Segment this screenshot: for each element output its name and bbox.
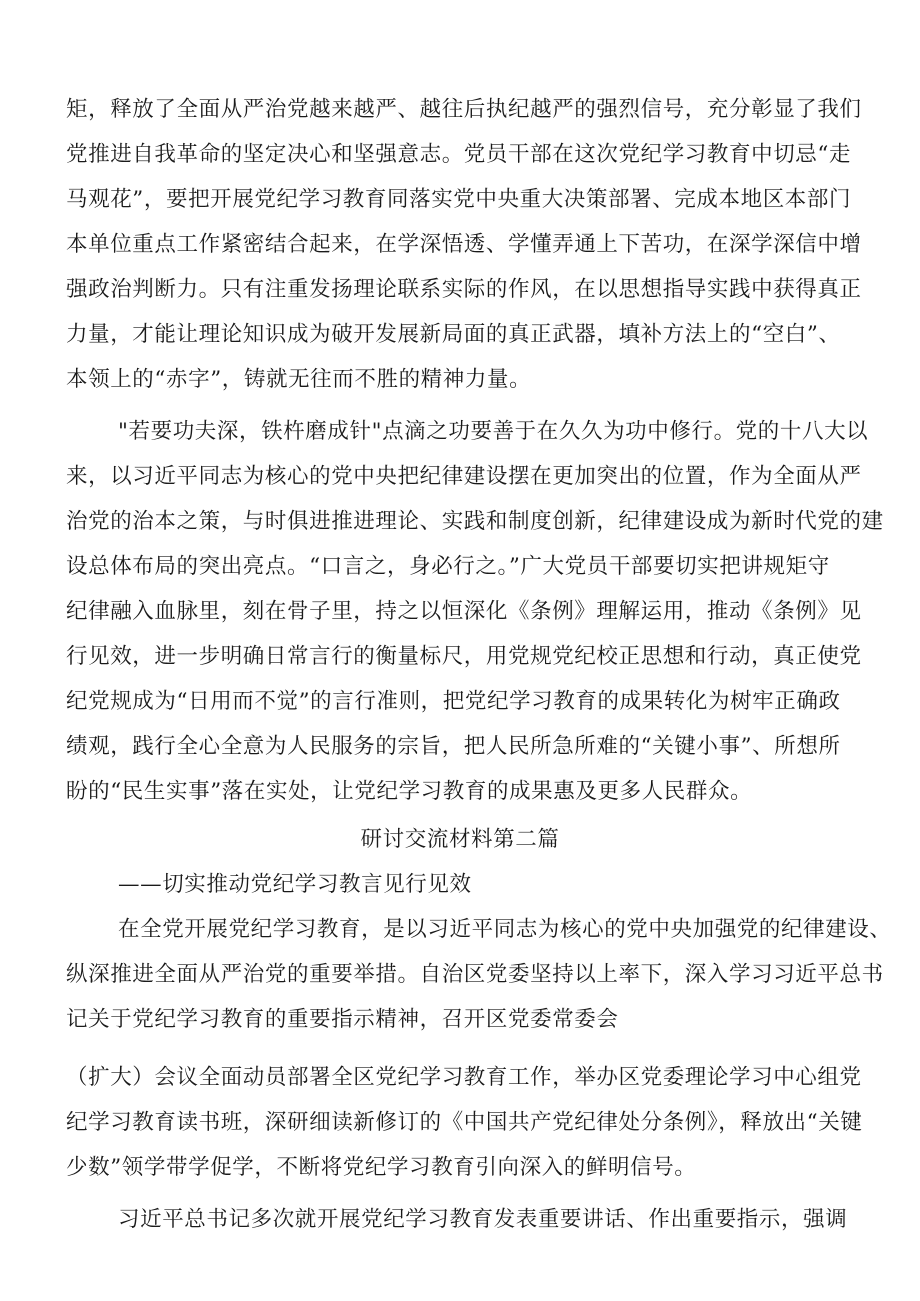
paragraph-1-line: 力量，才能让理论知识成为破开发展新局面的真正武器，填补方法上的“空白”、 (66, 322, 841, 347)
paragraph-5-first-line: 习近平总书记多次就开展党纪学习教育发表重要讲话、作出重要指示，强调 (118, 1207, 848, 1232)
paragraph-1-line: 本单位重点工作紧密结合起来，在学深悟透、学懂弄通上下苦功，在深学深信中增 (66, 232, 862, 257)
paragraph-2-line: 绩观，践行全心全意为人民服务的宗旨，把人民所急所难的“关键小事”、所想所 (66, 734, 841, 759)
paragraph-3-line: 记关于党纪学习教育的重要指示精神，召开区党委常委会 (66, 1007, 619, 1032)
paragraph-2-first-line: "若要功夫深，铁杵磨成针"点滴之功要善于在久久为功中修行。党的十八大以 (118, 419, 869, 444)
paragraph-2-line: 纪党规成为“日用而不觉”的言行准则，把党纪学习教育的成果转化为树牢正确政 (66, 689, 841, 714)
paragraph-2-line: 盼的“民生实事”落在实处，让党纪学习教育的成果惠及更多人民群众。 (66, 779, 753, 804)
paragraph-3-line: 纵深推进全面从严治党的重要举措。自治区党委坚持以上率下，深入学习习近平总书 (66, 962, 884, 987)
paragraph-2-line: 来，以习近平同志为核心的党中央把纪律建设摆在更加突出的位置，作为全面从严 (66, 464, 862, 489)
paragraph-2-line: 行见效，进一步明确日常言行的衡量标尺，用党规党纪校正思想和行动，真正使党 (66, 644, 862, 669)
section-subtitle: ——切实推动党纪学习教言见行见效 (118, 872, 472, 897)
paragraph-2-line: 治党的治本之策，与时俱进推进理论、实践和制度创新，纪律建设成为新时代党的建 (66, 509, 884, 534)
paragraph-2-line: 设总体布局的突出亮点。“口言之，身必行之。”广大党员干部要切实把讲规矩守 (66, 554, 830, 579)
paragraph-1-line: 党推进自我革命的坚定决心和坚强意志。党员干部在这次党纪学习教育中切忌“走 (66, 142, 852, 167)
paragraph-1-line: 强政治判断力。只有注重发扬理论联系实际的作风，在以思想指导实践中获得真正 (66, 277, 862, 302)
paragraph-1-line: 马观花”，要把开展党纪学习教育同落实党中央重大决策部署、完成本地区本部门 (66, 187, 852, 212)
paragraph-1-line: 本领上的“赤字”，铸就无往而不胜的精神力量。 (66, 367, 532, 392)
section-title: 研讨交流材料第二篇 (360, 827, 560, 852)
paragraph-2-line: 纪律融入血脉里，刻在骨子里，持之以恒深化《条例》理解运用，推动《条例》见 (66, 599, 862, 624)
paragraph-4-line: 少数”领学带学促学，不断将党纪学习教育引向深入的鲜明信号。 (66, 1155, 697, 1180)
paragraph-3-first-line: 在全党开展党纪学习教育，是以习近平同志为核心的党中央加强党的纪律建设、 (118, 917, 892, 942)
paragraph-1-line: 矩，释放了全面从严治党越来越严、越往后执纪越严的强烈信号，充分彰显了我们 (66, 97, 862, 122)
paragraph-4-line: 纪学习教育读书班，深研细读新修订的《中国共产党纪律处分条例》，释放出“关键 (66, 1110, 863, 1135)
paragraph-4-line: （扩大）会议全面动员部署全区党纪学习教育工作，举办区党委理论学习中心组党 (66, 1065, 862, 1090)
